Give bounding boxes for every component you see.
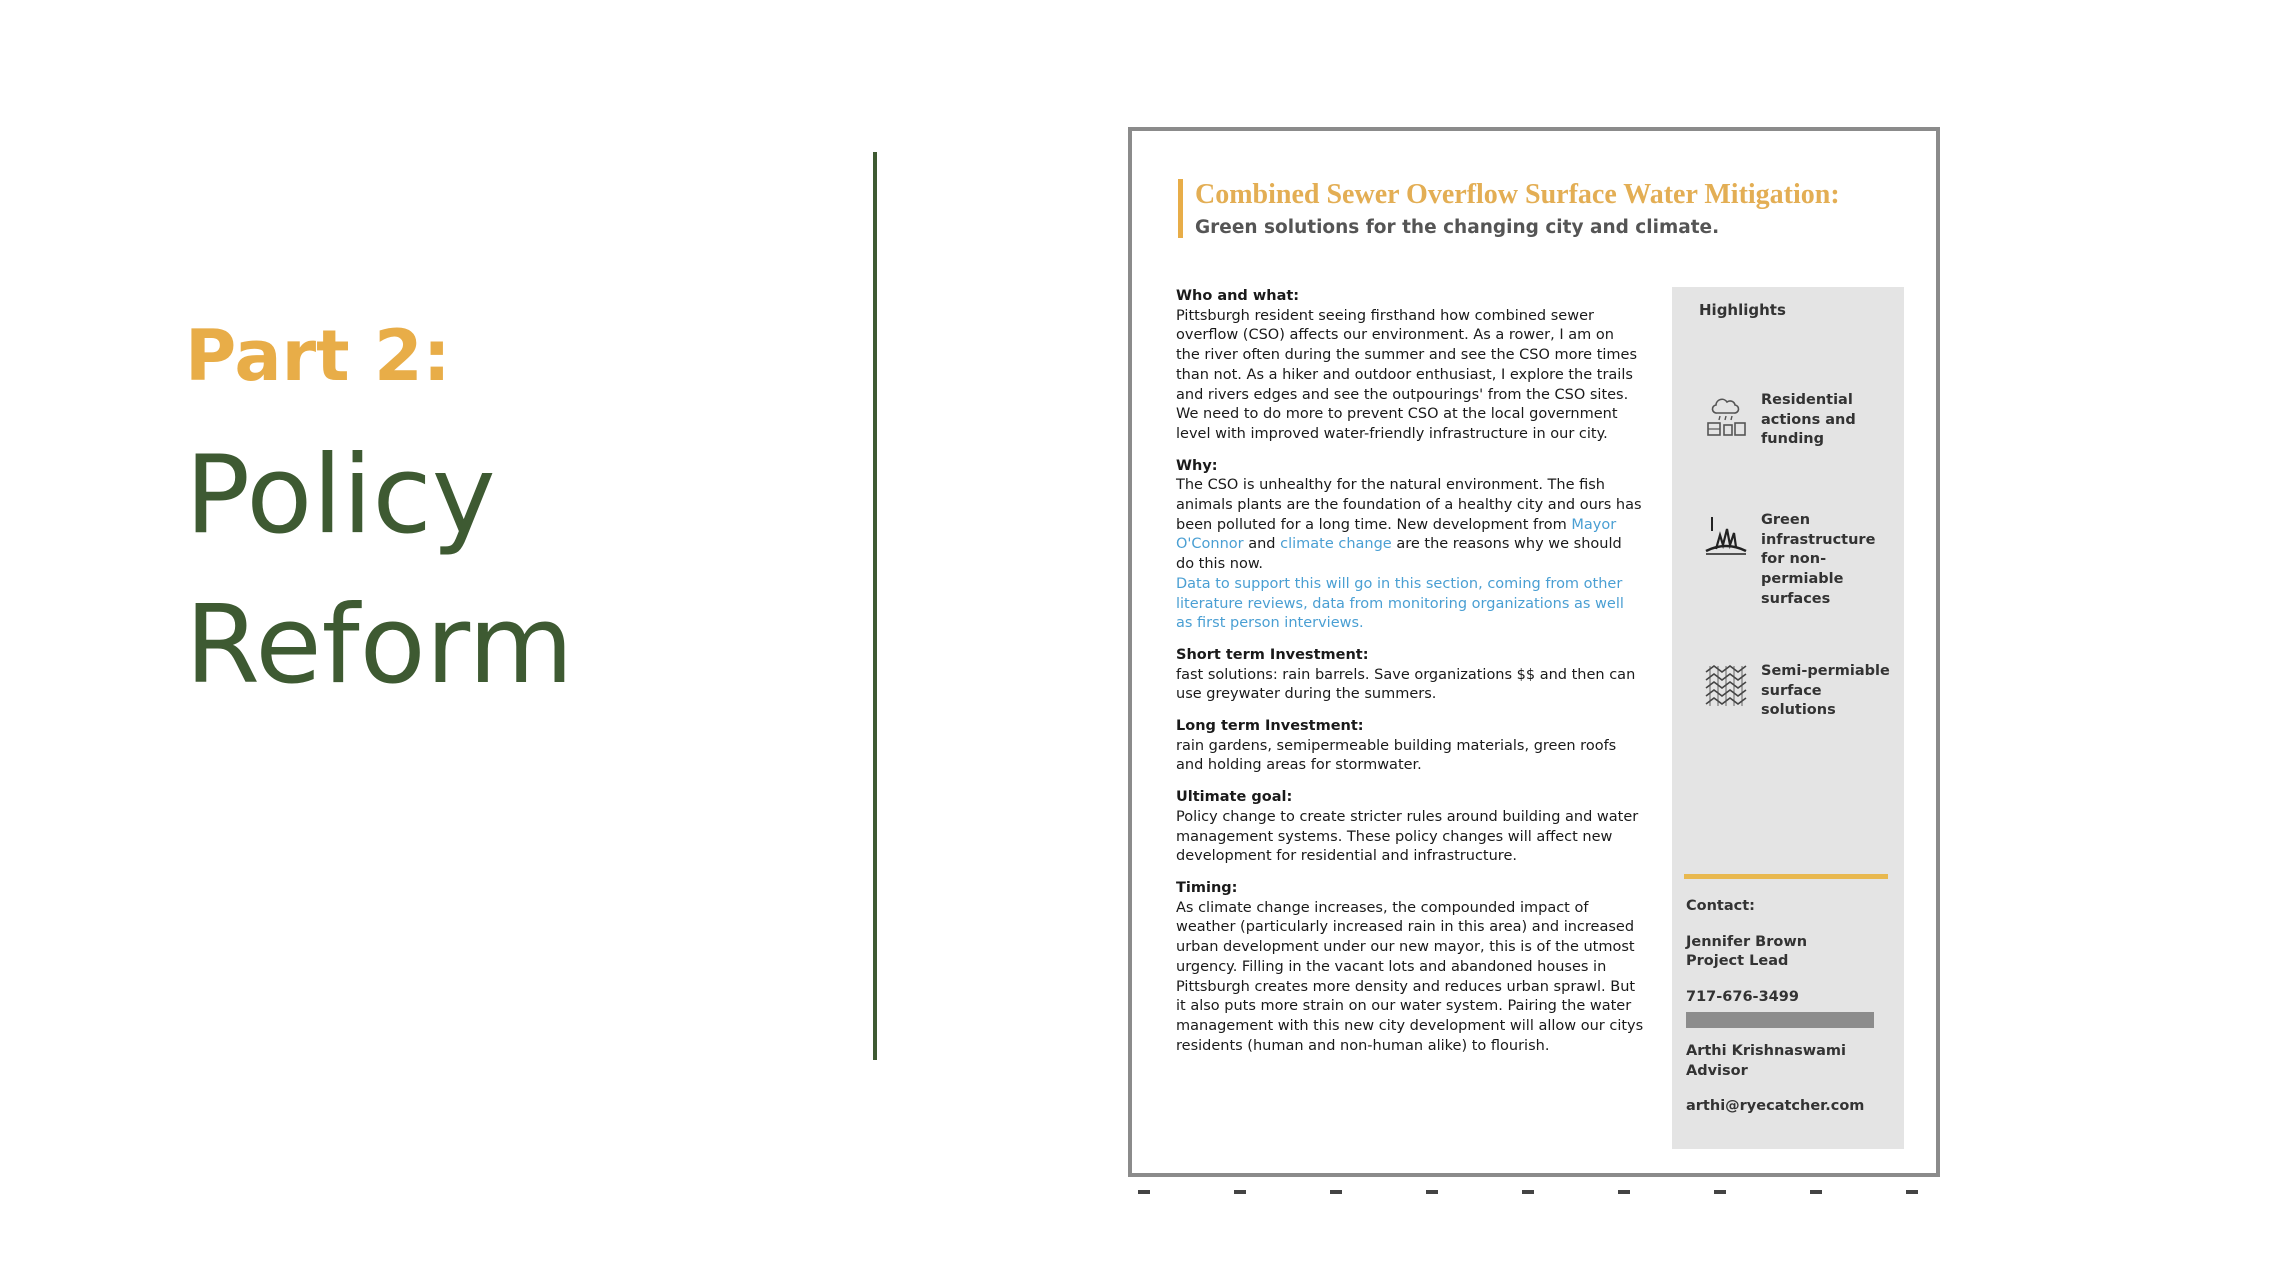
section-heading: Ultimate goal: [1176,789,1293,806]
document-preview [1128,127,1940,1177]
contact-role: Advisor [1686,1062,1748,1079]
green-infrastructure-icon [1702,511,1750,559]
text-line: residents (human and non-human alike) to flourish. [1176,1037,1550,1054]
mayor-link[interactable]: O'Connor [1176,536,1244,553]
highlight-line: solutions [1761,702,1836,719]
highlights-panel [1672,287,1904,1149]
cropped-caption-fragment [1128,1190,1932,1208]
section-timing [1176,879,1666,1056]
section-why [1176,457,1666,634]
text-line: do this now. [1176,556,1263,573]
highlight-line: Residential [1761,392,1853,408]
document-subtitle: Green solutions for the changing city and climate. [1195,217,1720,238]
document-body [1176,287,1666,1068]
text-line: development for residential and infrastructure. [1176,848,1517,865]
cropped-text-marks [1138,1190,1922,1194]
text-span: been polluted for a long time. New development from [1176,516,1572,533]
part-label: Part 2: [185,315,451,397]
slide-title-line: Reform [185,583,574,708]
contact-name: Jennifer Brown [1686,933,1808,950]
highlight-line: funding [1761,431,1825,448]
highlight-text [1761,511,1875,610]
highlight-text [1761,391,1856,450]
text-line: We need to do more to prevent CSO at the local government [1176,406,1618,423]
slide-title [185,421,573,721]
text-line: and rivers edges and see the outpourings' from the CSO sites. [1176,386,1629,403]
document-title: Combined Sewer Overflow Surface Water Mitigation: [1195,179,1840,210]
text-line: Pittsburgh creates more density and reduces urban sprawl. But [1176,978,1636,995]
section-heading: Timing: [1176,879,1238,896]
highlight-line: infrastructure [1761,531,1876,548]
highlight-line: Semi-permiable [1761,663,1890,679]
text-line: overflow (CSO) affects our environment. As a rower, I am on [1176,327,1614,344]
text-line: urban development under our new mayor, this is of the utmost [1176,939,1635,956]
highlight-line: surfaces [1761,590,1831,607]
text-line: fast solutions: rain barrels. Save organizations $$ and then can [1176,666,1636,683]
text-span: are the reasons why we should [1391,536,1622,553]
highlights-divider [1684,874,1888,879]
text-line: management systems. These policy changes will affect new [1176,828,1613,845]
text-line: weather (particularly increased rain in this area) and increased [1176,919,1635,936]
text-line: it also puts more strain on our water system. Pairing the water [1176,998,1632,1015]
text-line: than not. As a hiker and outdoor enthusiast, I explore the trails [1176,366,1633,383]
section-heading: Long term Investment: [1176,718,1364,735]
slide-title-block [185,315,573,721]
text-line [1176,535,1666,555]
mesh-surface-icon [1702,662,1750,710]
highlight-line: surface [1761,682,1822,699]
highlight-item [1702,511,1902,610]
redaction-bar [1686,1012,1874,1028]
text-line: As climate change increases, the compounded impact of [1176,899,1589,916]
highlight-line: Green [1761,512,1811,528]
contact-block [1686,897,1886,1117]
highlight-line: permiable [1761,571,1844,588]
section-heading: Why: [1176,457,1218,474]
section-heading: Short term Investment: [1176,646,1369,663]
text-line [1176,516,1666,536]
climate-change-link[interactable]: climate change [1280,536,1392,553]
text-line: Pittsburgh resident seeing firsthand how combined sewer [1176,307,1594,324]
spacer [1686,917,1886,933]
data-note-line: literature reviews, data from monitoring organizations as well [1176,595,1624,612]
highlight-text [1761,662,1890,721]
text-line: and holding areas for stormwater. [1176,757,1422,774]
data-note-line: Data to support this will go in this section, coming from other [1176,575,1623,592]
text-span: and [1243,536,1281,553]
slide-title-line: Policy [185,433,496,558]
highlight-line: for non- [1761,551,1827,568]
section-long-term [1176,717,1666,776]
section-heading: Who and what: [1176,288,1300,304]
text-line: level with improved water-friendly infrastructure in our city. [1176,425,1608,442]
contact-phone: 717-676-3499 [1686,989,1799,1006]
mayor-link[interactable]: Mayor [1571,516,1617,533]
highlight-item [1702,662,1902,721]
text-line: use greywater during the summers. [1176,686,1437,703]
section-goal [1176,788,1666,867]
highlight-item [1702,391,1902,450]
text-line: management with this new city development will allow our citys [1176,1017,1644,1034]
data-note-line: as first person interviews. [1176,615,1364,632]
text-line: The CSO is unhealthy for the natural environment. The fish [1176,477,1605,494]
contact-label: Contact: [1686,898,1755,914]
spacer [1686,972,1886,988]
section-who [1176,287,1666,445]
contact-email: arthi@ryecatcher.com [1686,1098,1865,1115]
section-short-term [1176,646,1666,705]
text-line: Policy change to create stricter rules around building and water [1176,808,1639,825]
rain-house-icon [1702,391,1750,439]
text-line: urgency. Filling in the vacant lots and abandoned houses in [1176,958,1607,975]
highlights-title: Highlights [1699,301,1786,319]
contact-role: Project Lead [1686,953,1789,970]
vertical-divider [873,152,877,1060]
text-line: rain gardens, semipermeable building materials, green roofs [1176,737,1617,754]
spacer [1686,1081,1886,1097]
text-line: the river often during the summer and see the CSO more times [1176,347,1638,364]
contact-name: Arthi Krishnaswami [1686,1042,1846,1059]
highlight-line: actions and [1761,411,1856,428]
document-header [1178,179,1840,238]
text-line: animals plants are the foundation of a healthy city and ours has [1176,497,1642,514]
